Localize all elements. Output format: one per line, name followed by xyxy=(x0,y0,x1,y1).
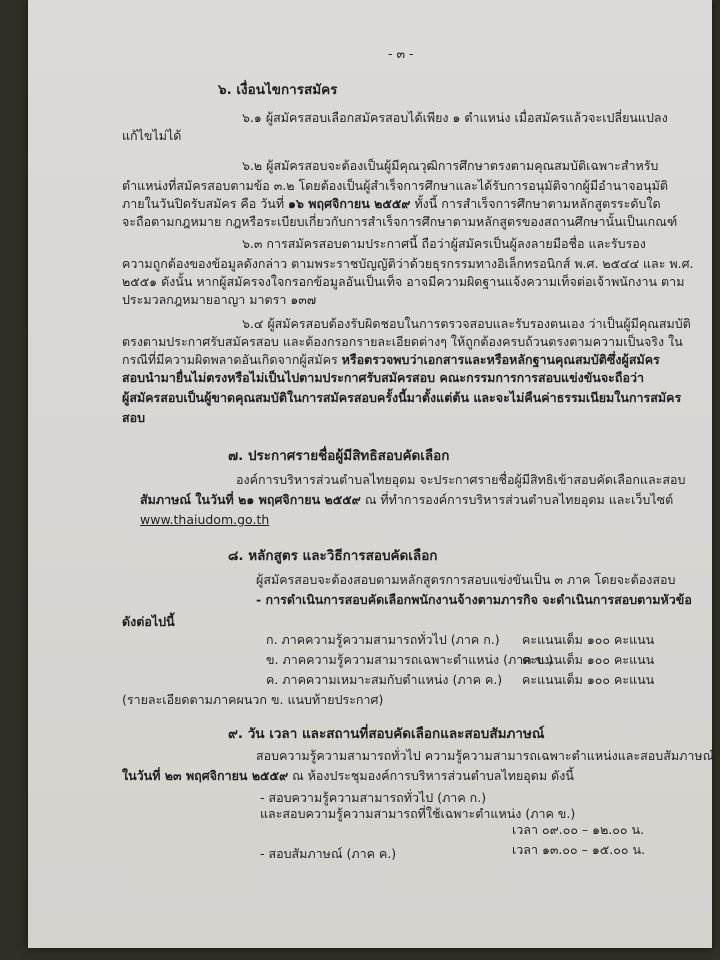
section-7-heading: ๗. ประกาศรายชื่อผู้มีสิทธิสอบคัดเลือก xyxy=(228,448,450,464)
paragraph-6-1: ๖.๑ ผู้สมัครสอบเลือกสมัครสอบได้เพียง ๑ ตำแหน่ง เมื่อสมัครแล้วจะเปลี่ยนแปลง xyxy=(242,110,668,125)
schedule-interview: - สอบสัมภาษณ์ (ภาค ค.) xyxy=(260,846,397,861)
section-8-text: ผู้สมัครสอบจะต้องสอบตามหลักสูตรการสอบแข่งขันเป็น ๓ ภาค โดยจะต้องสอบ xyxy=(256,572,676,587)
section-9-text: สอบความรู้ความสามารถทั่วไป ความรู้ความสามารถเฉพาะตำแหน่งและสอบสัมภาษณ์ xyxy=(256,748,715,763)
section-6-heading: ๖. เงื่อนไขการสมัคร xyxy=(218,82,338,98)
exam-part-c: ค. ภาคความเหมาะสมกับตำแหน่ง (ภาค ค.) xyxy=(266,672,503,687)
text-run: กรณีที่มีความผิดพลาดอันเกิดจากผู้สมัคร xyxy=(122,352,342,367)
text-run: ณ ห้องประชุมองค์การบริหารส่วนตำบลไทยอุดม ดังนี้ xyxy=(288,768,574,783)
exam-part-b: ข. ภาคความรู้ความสามารถเฉพาะตำแหน่ง (ภาค ข.) xyxy=(266,652,553,667)
exam-part-a-score: คะแนนเต็ม ๑๐๐ คะแนน xyxy=(522,632,655,647)
section-9-text-line-2 xyxy=(122,768,574,784)
text-run: ทั้งนี้ การสำเร็จการศึกษาตามหลักสูตรระดับใด xyxy=(410,196,661,211)
section-9-heading: ๙. วัน เวลา และสถานที่สอบคัดเลือกและสอบสัมภาษณ์ xyxy=(228,726,545,742)
section-8-method-cont: ดังต่อไปนี้ xyxy=(122,614,175,629)
paragraph-6-4: ๖.๔ ผู้สมัครสอบต้องรับผิดชอบในการตรวจสอบและรับรองตนเอง ว่าเป็นผู้มีคุณสมบัติ xyxy=(242,316,691,331)
section-7-text: องค์การบริหารส่วนตำบลไทยอุดม จะประกาศรายชื่อผู้มีสิทธิเข้าสอบคัดเลือกและสอบ xyxy=(236,472,686,487)
schedule-specific-exam: และสอบความรู้ความสามารถที่ใช้เฉพาะตำแหน่ง (ภาค ข.) xyxy=(260,806,576,821)
paragraph-6-3-line-2: ความถูกต้องของข้อมูลดังกล่าว ตามพระราชบัญญัติว่าด้วยธุรกรรมทางอิเล็กทรอนิกส์ พ.ศ. ๒๕๔๔ และ พ.ศ. xyxy=(122,256,694,271)
section-8-note: (รายละเอียดตามภาคผนวก ข. แนบท้ายประกาศ) xyxy=(122,692,384,707)
text-run: ภายในวันปิดรับสมัคร คือ วันที่ xyxy=(122,196,289,211)
page-number: - ๓ - xyxy=(388,46,414,61)
paragraph-6-2-line-3 xyxy=(122,196,661,212)
paragraph-6-4-line-4: สอบนำมายื่นไม่ตรงหรือไม่เป็นไปตามประกาศรับสมัครสอบ คณะกรรมการการสอบแข่งขันจะถือว่า xyxy=(122,370,644,385)
document-page xyxy=(28,0,715,948)
schedule-general-exam: - สอบความรู้ความสามารถทั่วไป (ภาค ก.) xyxy=(260,790,487,805)
exam-part-a: ก. ภาคความรู้ความสามารถทั่วไป (ภาค ก.) xyxy=(266,632,500,647)
exam-date: ในวันที่ ๒๓ พฤศจิกายน ๒๕๕๙ xyxy=(122,768,289,783)
paragraph-6-1-cont: แก้ไขไม่ได้ xyxy=(122,128,182,143)
paragraph-6-4-line-6: สอบ xyxy=(122,410,146,425)
exam-part-c-score: คะแนนเต็ม ๑๐๐ คะแนน xyxy=(522,672,655,687)
paragraph-6-3-line-3: ๒๕๕๑ ดังนั้น หากผู้สมัครจงใจกรอกข้อมูลอันเป็นเท็จ อาจมีความผิดฐานแจ้งความเท็จต่อเจ้าพนักงาน ตาม xyxy=(122,274,685,289)
paragraph-6-2: ๖.๒ ผู้สมัครสอบจะต้องเป็นผู้มีคุณวุฒิการศึกษาตรงตามคุณสมบัติเฉพาะสำหรับ xyxy=(242,158,659,173)
schedule-morning-time: เวลา ๐๙.๐๐ – ๑๒.๐๐ น. xyxy=(512,822,645,837)
paragraph-6-3: ๖.๓ การสมัครสอบตามประกาศนี้ ถือว่าผู้สมัครเป็นผู้ลงลายมือชื่อ และรับรอง xyxy=(242,236,646,251)
deadline-date: ๑๖ พฤศจิกายน ๒๕๕๙ xyxy=(288,196,411,211)
schedule-afternoon-time: เวลา ๑๓.๐๐ – ๑๕.๐๐ น. xyxy=(512,842,645,857)
text-run-bold: หรือตรวจพบว่าเอกสารและหรือหลักฐานคุณสมบัติซึ่งผู้สมัคร xyxy=(341,352,660,367)
section-7-text-line-2 xyxy=(140,492,673,508)
paragraph-6-4-line-3 xyxy=(122,352,660,368)
paragraph-6-3-line-4: ประมวลกฎหมายอาญา มาตรา ๑๓๗ xyxy=(122,292,317,307)
paragraph-6-2-line-2: ตำแหน่งที่สมัครสอบตามข้อ ๓.๒ โดยต้องเป็นผู้สำเร็จการศึกษาและได้รับการอนุมัติจากผู้มีอำนาจอนุมัติ xyxy=(122,178,668,193)
announcement-date: สัมภาษณ์ ในวันที่ ๒๑ พฤศจิกายน ๒๕๕๙ xyxy=(140,492,361,507)
paragraph-6-4-line-2: ตรงตามประกาศรับสมัครสอบ และต้องกรอกรายละเอียดต่างๆ ให้ถูกต้องครบถ้วนตรงตามความเป็นจริง ใน xyxy=(122,334,683,349)
exam-part-b-score: คะแนนเต็ม ๑๐๐ คะแนน xyxy=(522,652,655,667)
text-run: ณ ที่ทำการองค์การบริหารส่วนตำบลไทยอุดม และเว็บไซต์ xyxy=(360,492,674,507)
section-8-heading: ๘. หลักสูตร และวิธีการสอบคัดเลือก xyxy=(228,548,438,564)
paragraph-6-4-line-5: ผู้สมัครสอบเป็นผู้ขาดคุณสมบัติในการสมัครสอบครั้งนี้มาตั้งแต่ต้น และจะไม่คืนค่าธรรมเนียมในการสมัคร xyxy=(122,390,682,405)
section-8-method: - การดำเนินการสอบคัดเลือกพนักงานจ้างตามภารกิจ จะดำเนินการสอบตามหัวข้อ xyxy=(256,592,692,607)
website-link[interactable]: www.thaiudom.go.th xyxy=(140,512,270,527)
paragraph-6-2-line-4: จะถือตามกฎหมาย กฎหรือระเบียบเกี่ยวกับการสำเร็จการศึกษาตามหลักสูตรของสถานศึกษานั้นเป็นเกณฑ์ xyxy=(122,214,678,229)
